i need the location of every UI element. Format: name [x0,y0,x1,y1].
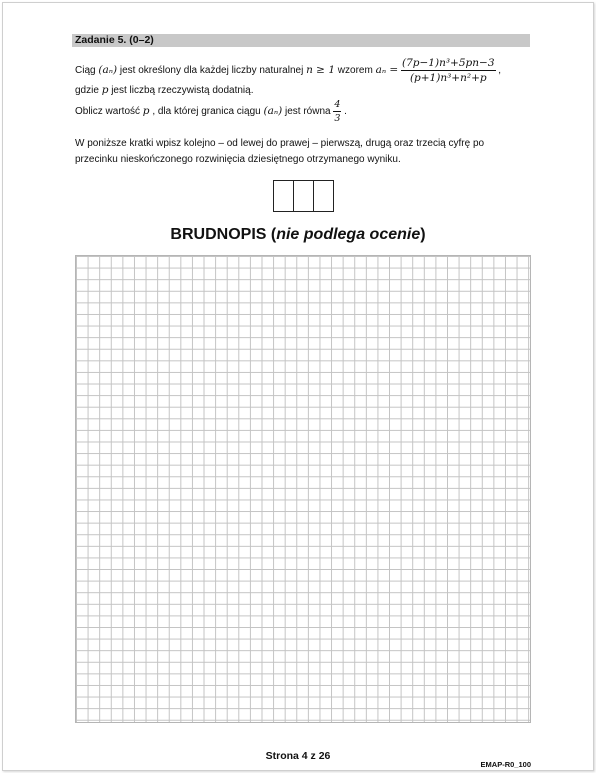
formula-lhs: aₙ = [375,64,399,77]
task-line-2: gdzie p jest liczbą rzeczywistą dodatnią. [75,84,254,96]
exam-code: EMAP-R0_100 [480,760,531,769]
draft-heading: BRUDNOPIS (nie podlega ocenie) [170,226,426,243]
task-line-1: Ciąg (aₙ) jest określony dla każdej liczby naturalnej n ≥ 1 wzorem aₙ = $\frac{\text{(7p−1)n³+5pn−3}}{\text{(p+1)n³+n²+p}}$ , [75,57,502,84]
draft-grid[interactable] [75,255,531,723]
instruction-line-2: przecinku nieskończonego rozwinięcia dziesiętnego otrzymanego wyniku. [75,154,401,165]
answer-box-3[interactable] [313,180,334,212]
sequence-symbol-2: (aₙ) [263,105,283,118]
formula-denominator: (p+1)n³+n²+p [409,72,487,84]
page-number: Strona 4 z 26 [265,750,331,762]
variable-p: p [101,84,109,96]
answer-box-2[interactable] [293,180,314,212]
formula-fraction [401,57,496,84]
answer-box-1[interactable] [273,180,294,212]
variable-p-2: p [142,105,150,118]
limit-fraction: $\frac{4}{3}$ [334,99,341,124]
answer-boxes [273,180,333,212]
task-line-3: Oblicz wartość p , dla której granica ciągu (aₙ) jest równa $\frac{4}{3}$ . [75,99,347,124]
sequence-symbol: (aₙ) [98,64,118,77]
condition-n: n ≥ 1 [306,64,335,77]
formula-numerator: (7p−1)n³+5pn−3 [402,57,495,69]
task-title: Zadanie 5. (0–2) [72,34,530,47]
instruction-line-1: W poniższe kratki wpisz kolejno – od lewej do prawej – pierwszą, drugą oraz trzecią cyfrę po [75,138,485,149]
